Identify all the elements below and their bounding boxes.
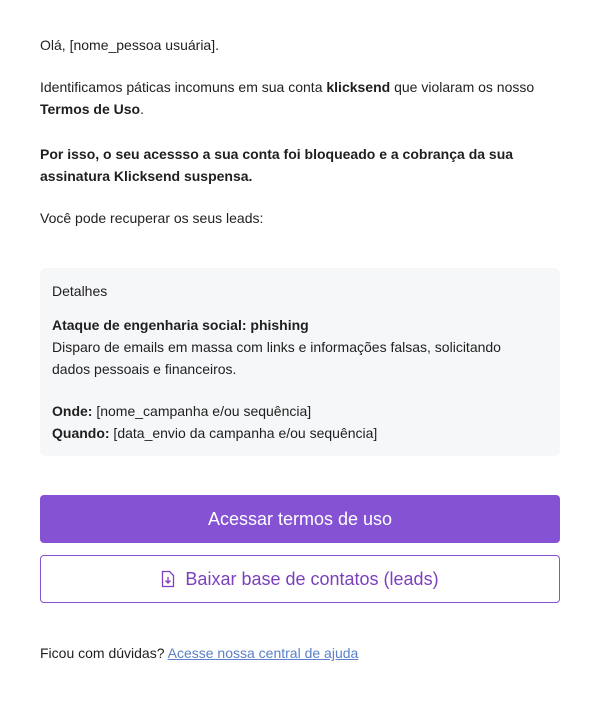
- attack-title: Ataque de engenharia social: phishing: [52, 317, 309, 333]
- attack-desc-2: dados pessoais e financeiros.: [52, 361, 237, 377]
- access-terms-button[interactable]: Acessar termos de uso: [40, 495, 560, 543]
- download-leads-label: Baixar base de contatos (leads): [185, 568, 439, 589]
- brand-name: klicksend: [326, 79, 391, 95]
- intro-text: [40, 76, 560, 120]
- recover-text: Você pode recuperar os seus leads:: [40, 210, 264, 226]
- blocked-line-1: Por isso, o seu acessso a sua conta foi bloqueado e a cobrança da sua: [40, 146, 514, 162]
- details-box: [40, 268, 560, 456]
- intro-after: .: [140, 101, 144, 117]
- help-center-link[interactable]: Acesse nossa central de ajuda: [167, 645, 359, 661]
- footer: [40, 642, 560, 664]
- attack-info: [52, 314, 552, 380]
- download-leads-button[interactable]: [40, 555, 560, 603]
- intro-before: Identificamos páticas incomuns em sua conta: [40, 79, 327, 95]
- where-value: [nome_campanha e/ou sequência]: [92, 403, 312, 419]
- attack-desc-1: Disparo de emails em massa com links e informações falsas, solicitando: [52, 339, 501, 355]
- intro-middle: que violaram os nosso: [390, 79, 535, 95]
- blocked-line-2: assinatura Klicksend suspensa.: [40, 168, 253, 184]
- where-label: Onde:: [52, 403, 93, 419]
- footer-question: Ficou com dúvidas?: [40, 645, 168, 661]
- details-title: Detalhes: [52, 283, 108, 299]
- when-value: [data_envio da campanha e/ou sequência]: [109, 425, 378, 441]
- when-label: Quando:: [52, 425, 110, 441]
- file-download-icon: [161, 570, 175, 588]
- blocked-notice: [40, 143, 560, 187]
- greeting: Olá, [nome_pessoa usuária].: [40, 37, 219, 53]
- where-when: [52, 400, 552, 444]
- terms-name: Termos de Uso: [40, 101, 141, 117]
